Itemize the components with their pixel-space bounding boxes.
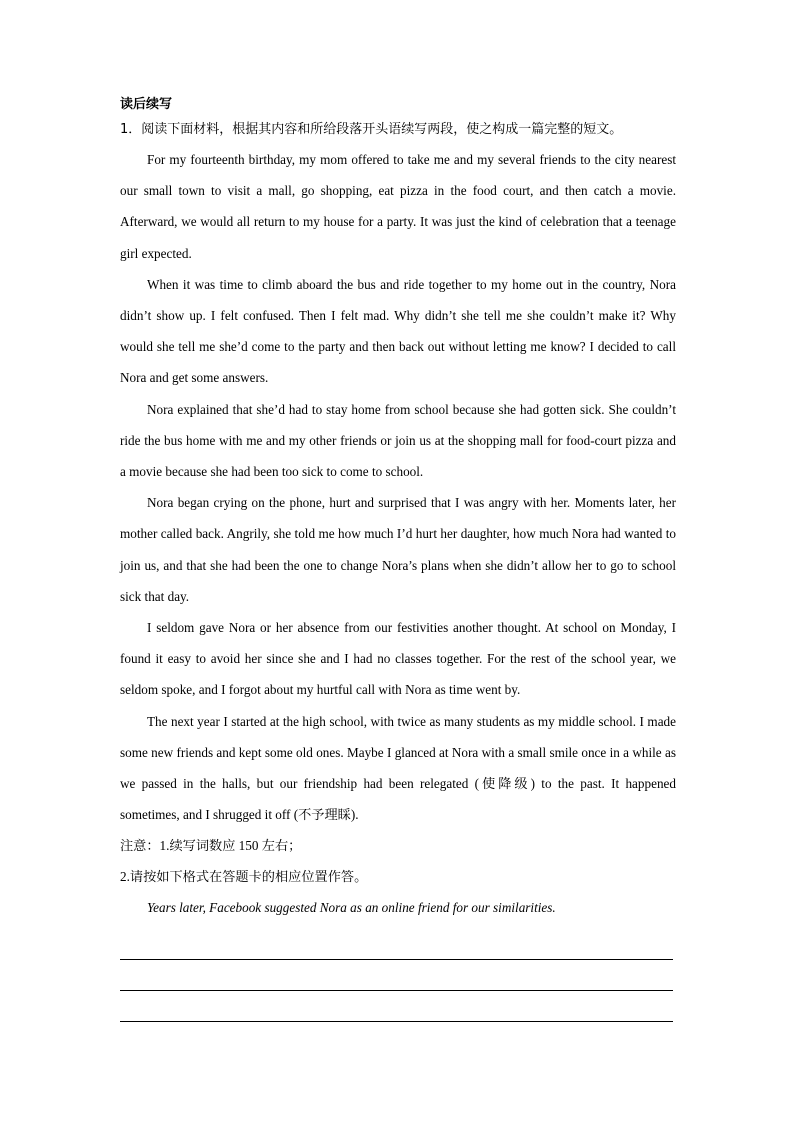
story-paragraph-6: The next year I started at the high school, with twice as many students as my middle school. I made some new friends and kept some old ones. Maybe I glanced at Nora with a small smile once in a while as we passed in the halls, but our friendship had been relegated (使降级) to the past. It happened sometimes, and I shrugged it off (不予理睬). <box>120 713 676 823</box>
note-word-count: 注意：1.续写词数应 150 左右； <box>120 838 302 854</box>
section-title: 读后续写 <box>120 97 173 112</box>
answer-area <box>120 929 676 1022</box>
answer-line[interactable] <box>120 991 673 1022</box>
note-answer-format: 2.请按如下格式在答题卡的相应位置作答。 <box>120 869 368 885</box>
answer-line[interactable] <box>120 929 673 960</box>
story-paragraph-4: Nora began crying on the phone, hurt and surprised that I was angry with her. Moments later, her mother called back. Angrily, she told me how much I’d hurt her daughter, how much Nora had wanted to join us, and that she had been the one to change Nora’s plans when she didn’t allow her to go to school sick that day. <box>120 495 676 604</box>
story-paragraph-3: Nora explained that she’d had to stay home from school because she had gotten sick. She couldn’t ride the bus home with me and my other friends or join us at the shopping mall for food-court pizza and a movie because she had been too sick to come to school. <box>120 401 676 480</box>
continuation-starter: Years later, Facebook suggested Nora as an online friend for our similarities. <box>147 900 556 916</box>
story-paragraph-2: When it was time to climb aboard the bus and ride together to my home out in the country, Nora didn’t show up. I felt confused. Then I felt mad. Why didn’t she tell me she couldn’t make it? Why would she tell me she’d come to the party and then back out without letting me know? I decided to call Nora and get some answers. <box>120 276 676 386</box>
task-instruction: 1．阅读下面材料，根据其内容和所给段落开头语续写两段，使之构成一篇完整的短文。 <box>120 122 623 137</box>
story-paragraph-1: For my fourteenth birthday, my mom offered to take me and my several friends to the city nearest our small town to visit a mall, go shopping, eat pizza in the food court, and then catch a movie. Afterward, we would all return to my house for a party. It was just the kind of celebration that a teenage girl expected. <box>120 152 676 261</box>
story-paragraph-5: I seldom gave Nora or her absence from our festivities another thought. At school on Monday, I found it easy to avoid her since she and I had no classes together. For the rest of the school year, we seldom spoke, and I forgot about my hurtful call with Nora as time went by. <box>120 620 676 698</box>
answer-line[interactable] <box>120 960 673 991</box>
worksheet <box>120 96 676 1022</box>
